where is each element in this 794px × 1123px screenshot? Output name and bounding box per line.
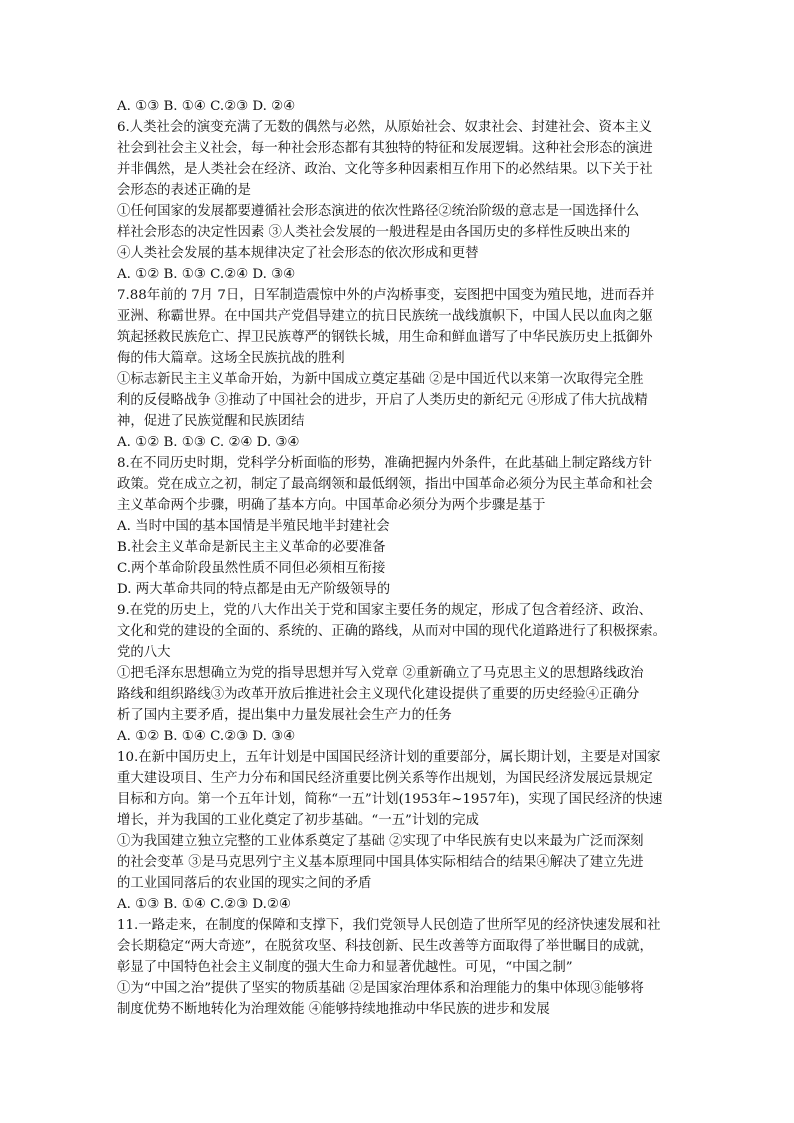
- text-line: ①把毛泽东思想确立为党的指导思想并写入党章 ②重新确立了马克思主义的思想路线政治: [117, 666, 644, 681]
- text-line: 会长期稳定“两大奇迹”，在脱贫攻坚、科技创新、民生改善等方面取得了举世瞩目的成就，: [117, 939, 653, 954]
- text-line: ①为我国建立独立完整的工业体系奠定了基础 ②实现了中华民族有史以来最为广泛而深刻: [117, 834, 644, 849]
- text-line: ①标志新民主主义革命开始，为新中国成立奠定基础 ②是中国近代以来第一次取得完全胜: [117, 372, 644, 387]
- text-line: A. ①② B. ①④ C.②③ D. ③④: [117, 729, 296, 744]
- text-line: 侮的伟大篇章。这场全民族抗战的胜利: [117, 351, 345, 366]
- text-line: A. ①③ B. ①④ C.②③ D.②④: [117, 897, 291, 912]
- text-line: 10.在新中国历史上，五年计划是中国国民经济计划的重要部分，属长期计划，主要是对国家: [117, 750, 661, 765]
- text-line: 亚洲、称霸世界。在中国共产党倡导建立的抗日民族统一战线旗帜下，中国人民以血肉之躯: [117, 309, 653, 324]
- text-line: B.社会主义革命是新民主主义革命的必要准备: [117, 540, 386, 555]
- text-line: 的工业国同落后的农业国的现实之间的矛盾: [117, 876, 372, 891]
- text-line: 重大建设项目、生产力分布和国民经济重要比例关系等作出规划，为国民经济发展远景规定: [117, 771, 653, 786]
- text-line: ①任何国家的发展都要遵循社会形态演进的依次性路径②统治阶级的意志是一国选择什么: [117, 204, 640, 219]
- text-line: 路线和组织路线③为改革开放后推进社会主义现代化建设提供了重要的历史经验④正确分: [117, 687, 640, 702]
- text-line: 政策。党在成立之初，制定了最高纲领和最低纲领，指出中国革命必须分为民主革命和社会: [117, 477, 653, 492]
- text-line: C.两个革命阶段虽然性质不同但必须相互衔接: [117, 561, 386, 576]
- text-line: 筑起拯救民族危亡、捍卫民族尊严的钢铁长城，用生命和鲜血谱写了中华民族历史上抵御外: [117, 330, 653, 345]
- text-line: A. ①② B. ①③ C.②④ D. ③④: [117, 267, 296, 282]
- text-line: ①为“中国之治”提供了坚实的物质基础 ②是国家治理体系和治理能力的集中体现③能够将: [117, 981, 644, 996]
- text-line: 会形态的表述正确的是: [117, 183, 251, 198]
- text-line: ④人类社会发展的基本规律决定了社会形态的依次形成和更替: [117, 246, 479, 261]
- text-line: 党的八大: [117, 645, 171, 660]
- text-line: 主义革命两个步骤，明确了基本方向。中国革命必须分为两个步骤是基于: [117, 498, 546, 513]
- text-line: A. ①③ B. ①④ C.②③ D. ②④: [117, 99, 296, 114]
- text-line: 的社会变革 ③是马克思列宁主义基本原理同中国具体实际相结合的结果④解决了建立先进: [117, 855, 644, 870]
- text-line: 样社会形态的决定性因素 ③人类社会发展的一般进程是由各国历史的多样性反映出来的: [117, 225, 631, 240]
- text-line: D. 两大革命共同的特点都是由无产阶级领导的: [117, 582, 391, 597]
- text-line: 6.人类社会的演变充满了无数的偶然与必然，从原始社会、奴隶社会、封建社会、资本主义: [117, 120, 653, 135]
- text-line: 社会到社会主义社会，每一种社会形态都有其独特的特征和发展逻辑。这种社会形态的演进: [117, 141, 653, 156]
- text-line: 彰显了中国特色社会主义制度的强大生命力和显著优越性。可见，“中国之制”: [117, 960, 573, 975]
- text-line: 神，促进了民族觉醒和民族团结: [117, 414, 305, 429]
- text-line: 并非偶然，是人类社会在经济、政治、文化等多种因素相互作用下的必然结果。以下关于社: [117, 162, 653, 177]
- text-line: A. 当时中国的基本国情是半殖民地半封建社会: [117, 519, 390, 534]
- text-line: 目标和方向。第一个五年计划，简称“一五”计划(1953年~1957年)，实现了国民经济的快速: [117, 792, 663, 807]
- text-line: 析了国内主要矛盾，提出集中力量发展社会生产力的任务: [117, 708, 452, 723]
- text-line: 11.一路走来，在制度的保障和支撑下，我们党领导人民创造了世所罕见的经济快速发展和社: [117, 918, 661, 933]
- text-line: 利的反侵略战争 ③推动了中国社会的进步，开启了人类历史的新纪元 ④形成了伟大抗战精: [117, 393, 648, 408]
- exam-page: [117, 96, 687, 1020]
- text-line: 7.88年前的 7月 7日，日军制造震惊中外的卢沟桥事变，妄图把中国变为殖民地，进而吞并: [117, 288, 655, 303]
- text-line: 增长，并为我国的工业化奠定了初步基础。“一五”计划的完成: [117, 813, 479, 828]
- text-line: 制度优势不断地转化为治理效能 ④能够持续地推动中华民族的进步和发展: [117, 1002, 550, 1017]
- text-line: A. ①② B. ①③ C. ②④ D. ③④: [117, 435, 300, 450]
- text-line: 文化和党的建设的全面的、系统的、正确的路线，从而对中国的现代化道路进行了积极探索。: [117, 624, 667, 639]
- text-line: 9.在党的历史上，党的八大作出关于党和国家主要任务的规定，形成了包含着经济、政治、: [117, 603, 653, 618]
- text-line: 8.在不同历史时期，党科学分析面临的形势，准确把握内外条件，在此基础上制定路线方针: [117, 456, 653, 471]
